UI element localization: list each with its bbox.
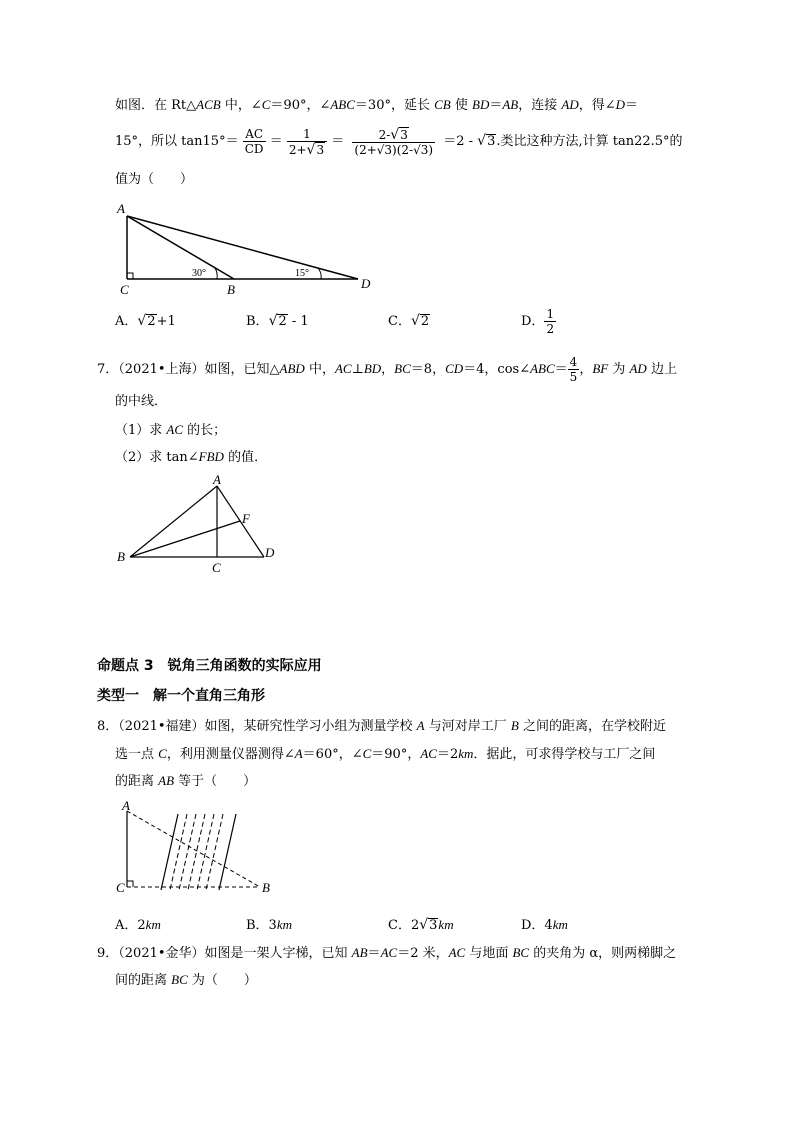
label-30deg: 30° (192, 268, 206, 279)
label-a: A (213, 472, 221, 487)
q8-line-3: 的距离 AB 等于（ ） (115, 773, 257, 789)
q9-line-2: 间的距离 BC 为（ ） (115, 972, 257, 988)
label-f: F (242, 511, 250, 526)
riverbank-left (161, 814, 178, 890)
river-flow-lines (170, 814, 223, 890)
q8-option-d: D．4km (521, 917, 568, 933)
segment-ad (217, 486, 264, 557)
q6-triangle-figure (110, 198, 380, 298)
label-c: C (212, 560, 221, 575)
label-d: D (361, 276, 371, 291)
right-angle-mark (127, 881, 133, 887)
riverbank-right (219, 814, 236, 890)
segment-bf (130, 521, 240, 557)
frac-1-over-2-plus-root3: $\frac{1}{2+√3}$ (287, 127, 327, 157)
q6-line-3: 值为（ ） (115, 172, 194, 187)
label-c: C (116, 880, 125, 895)
q6-line-2: 15°，所以 tan15°＝ $\frac{AC}{CD}$ ＝ $\frac{1}{2+√3}$ ＝ $\frac{2-√3}{(2+√3)(2-√3)}$ ＝2 - √3.类比这种方法,计算 tan22.5°的 (115, 126, 683, 158)
label-d: D (265, 545, 275, 560)
segment-ab (130, 486, 217, 557)
label-a: A (122, 798, 130, 813)
label-b: B (227, 282, 235, 297)
frac-ac-cd: $\frac{AC}{CD}$ (244, 127, 264, 156)
q7-line-2: 的中线． (115, 394, 168, 409)
q7-line-1: 7．（2021•上海）如图，已知△ABD 中，AC⊥BD，BC＝8，CD＝4，cos∠ABC＝ $\frac{4}{5}$ ，BF 为 AD 边上 (97, 355, 677, 384)
q8-option-b: B．3km (246, 917, 292, 933)
section-title: 命题点 3 锐角三角函数的实际应用 (97, 658, 322, 674)
label-b: B (117, 549, 125, 564)
frac-rationalized: $\frac{2-√3}{(2+√3)(2-√3)}$ (354, 126, 434, 157)
label-a: A (117, 201, 125, 216)
section-type: 类型一 解一个直角三角形 (97, 688, 265, 704)
q7-triangle-figure (112, 472, 282, 577)
q6-option-c: C．√2 (388, 313, 430, 329)
label-15deg: 15° (295, 268, 309, 279)
q8-line-2: 选一点 C，利用测量仪器测得∠A＝60°，∠C＝90°，AC＝2km．据此，可求得学校与工厂之间 (115, 746, 656, 762)
segment-ab (127, 216, 234, 279)
segment-ad (127, 216, 358, 279)
q8-option-c: C．2√3km (388, 917, 454, 933)
q6-option-d: D． $\frac{1}{2}$ (521, 307, 555, 336)
q7-part-2: （2）求 tan∠FBD 的值． (115, 449, 268, 465)
q6-line-1: 如图．在 Rt△ACB 中，∠C＝90°，∠ABC＝30°，延长 CB 使 BD＝AB，连接 AD，得∠D＝ (115, 97, 639, 113)
q7-part-1: （1）求 AC 的长； (115, 422, 227, 438)
q8-river-figure (112, 798, 282, 900)
label-b: B (262, 880, 270, 895)
label-c: C (120, 282, 129, 297)
angle-arc-15 (318, 268, 321, 279)
q6-option-b: B．√2 - 1 (246, 313, 309, 329)
right-angle-mark (127, 273, 133, 279)
q6-option-a: A．√2+1 (115, 313, 176, 329)
segment-ab-dashed (127, 811, 260, 887)
q8-line-1: 8．（2021•福建）如图，某研究性学习小组为测量学校 A 与河对岸工厂 B 之间的距离，在学校附近 (97, 718, 666, 734)
q8-option-a: A．2km (115, 917, 161, 933)
q9-line-1: 9．（2021•金华）如图是一架人字梯，已知 AB＝AC＝2 米，AC 与地面 BC 的夹角为 α，则两梯脚之 (97, 945, 677, 961)
